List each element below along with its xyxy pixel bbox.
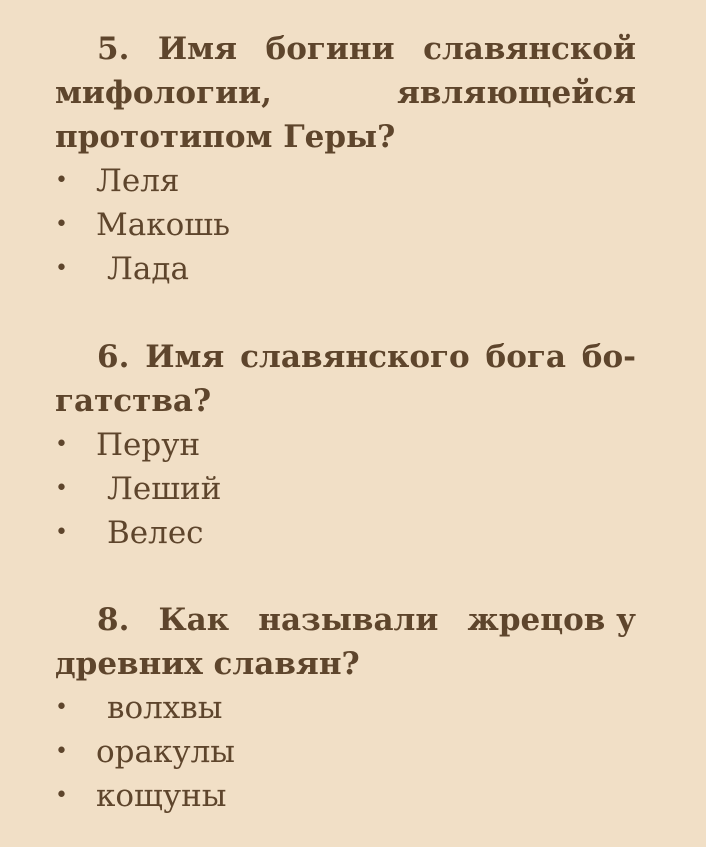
answer-option bbox=[55, 686, 636, 730]
answer-label: оракулы bbox=[96, 734, 235, 770]
bullet-icon: • bbox=[55, 739, 68, 764]
bullet-icon: • bbox=[55, 256, 68, 281]
bullet-icon: • bbox=[55, 783, 68, 808]
answer-list bbox=[55, 159, 636, 291]
question-title-line bbox=[55, 115, 636, 159]
question-word: являющейся bbox=[396, 75, 636, 111]
question-word: 6. bbox=[97, 339, 130, 375]
question-word: прототипом Геры? bbox=[55, 119, 396, 155]
question-word: называли bbox=[258, 602, 439, 638]
answer-label: Велес bbox=[107, 515, 204, 551]
answer-option bbox=[55, 247, 636, 291]
question-word: Как bbox=[158, 602, 230, 638]
answer-option bbox=[55, 730, 636, 774]
question-title-line bbox=[55, 335, 636, 379]
answer-label: Перун bbox=[96, 427, 201, 463]
question-6 bbox=[55, 335, 636, 555]
bullet-icon: • bbox=[55, 520, 68, 545]
answer-option bbox=[55, 203, 636, 247]
bullet-icon: • bbox=[55, 695, 68, 720]
question-8 bbox=[55, 598, 636, 818]
question-title bbox=[55, 598, 636, 686]
answer-label: Лада bbox=[107, 251, 189, 287]
bullet-icon: • bbox=[55, 432, 68, 457]
answer-label: волхвы bbox=[107, 690, 223, 726]
question-title-line bbox=[55, 379, 636, 423]
question-word: богини bbox=[265, 31, 395, 67]
question-word: Имя bbox=[157, 31, 238, 67]
answer-list bbox=[55, 423, 636, 555]
bullet-icon: • bbox=[55, 476, 68, 501]
answer-label: Макошь bbox=[96, 207, 230, 243]
answer-label: Леля bbox=[96, 163, 180, 199]
question-word: славянской bbox=[423, 31, 636, 67]
bullet-icon: • bbox=[55, 168, 68, 193]
answer-option bbox=[55, 423, 636, 467]
question-title bbox=[55, 335, 636, 423]
question-word: 5. bbox=[97, 31, 130, 67]
question-title-line bbox=[55, 27, 636, 71]
question-word: гатства? bbox=[55, 383, 212, 419]
question-word: Имя bbox=[145, 339, 225, 375]
question-word: мифологии, bbox=[55, 75, 272, 111]
question-title-line bbox=[55, 598, 636, 642]
answer-list bbox=[55, 686, 636, 818]
answer-option bbox=[55, 159, 636, 203]
question-title-line bbox=[55, 642, 636, 686]
bullet-icon: • bbox=[55, 212, 68, 237]
question-5 bbox=[55, 27, 636, 291]
question-word: древних славян? bbox=[55, 646, 360, 682]
question-word: бога bbox=[485, 339, 566, 375]
question-word: жрецов у bbox=[467, 602, 636, 638]
answer-label: кощуны bbox=[96, 778, 227, 814]
question-title-line bbox=[55, 71, 636, 115]
answer-option bbox=[55, 774, 636, 818]
answer-label: Леший bbox=[107, 471, 222, 507]
answer-option bbox=[55, 467, 636, 511]
question-word: славянского bbox=[240, 339, 470, 375]
answer-option bbox=[55, 511, 636, 555]
question-word: 8. bbox=[97, 602, 130, 638]
question-title bbox=[55, 27, 636, 159]
question-word: бо- bbox=[581, 339, 636, 375]
